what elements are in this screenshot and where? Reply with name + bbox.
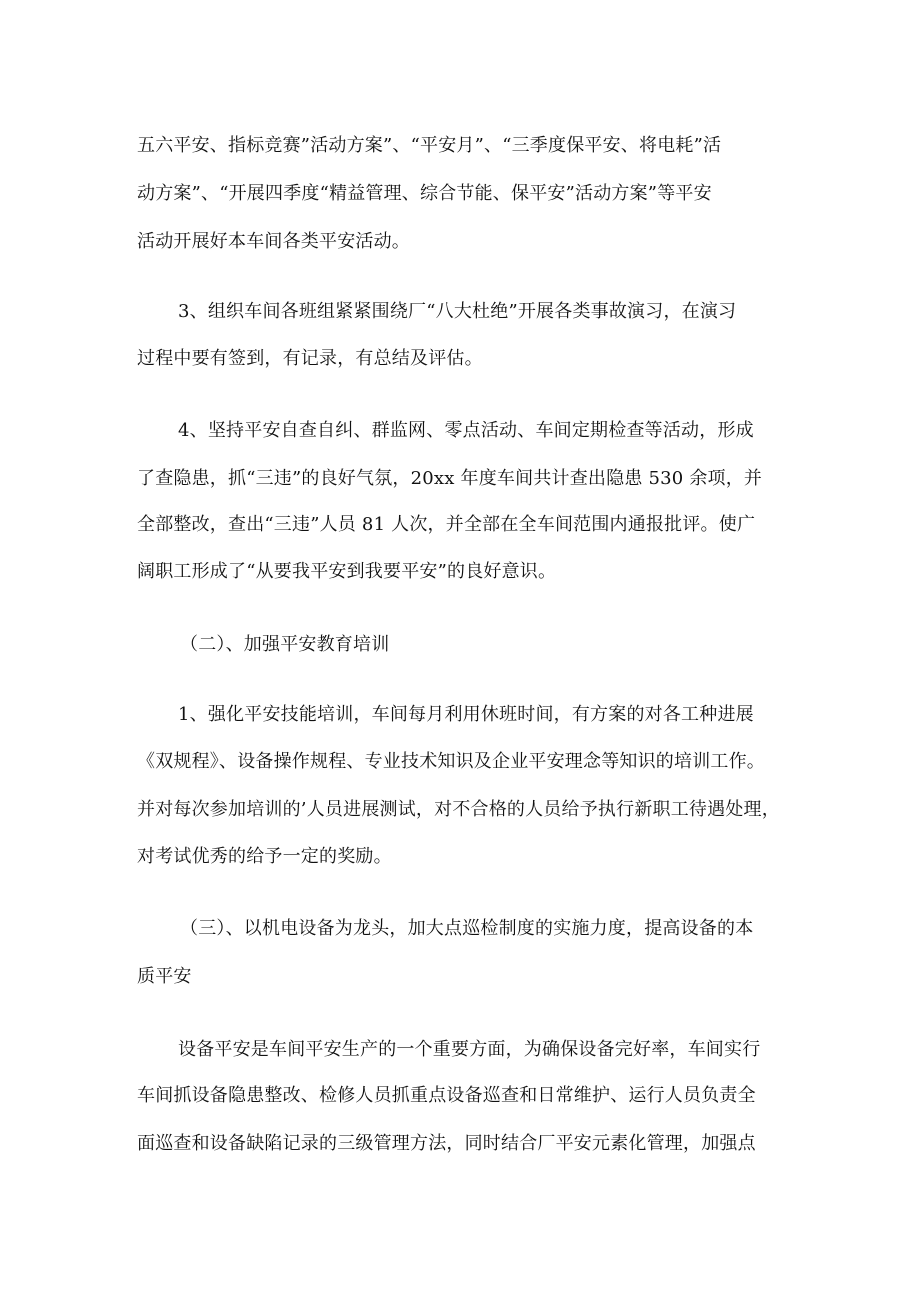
paragraph-5-line-3: 并对每次参加培训的’人员进展测试，对不合格的人员给予执行新职工待遇处理， <box>137 799 780 820</box>
paragraph-1-line-1: 五六平安、指标竞赛”活动方案”、“平安月”、“三季度保平安、将电耗”活 <box>137 135 722 156</box>
paragraph-7-line-2: 车间抓设备隐患整改、检修人员抓重点设备巡查和日常维护、运行人员负责全 <box>137 1085 756 1106</box>
paragraph-3-line-1: 4、坚持平安自查自纠、群监网、零点活动、车间定期检查等活动，形成 <box>178 420 754 441</box>
paragraph-1-line-2: 动方案”、“开展四季度“精益管理、综合节能、保平安”活动方案”等平安 <box>137 183 712 204</box>
paragraph-3-line-4: 阔职工形成了“从要我平安到我要平安”的良好意识。 <box>137 561 557 582</box>
paragraph-5-line-2: 《双规程》、设备操作规程、专业技术知识及企业平安理念等知识的培训工作。 <box>137 751 765 772</box>
section-heading-3-line-1: （三）、以机电设备为龙头，加大点巡检制度的实施力度，提高设备的本 <box>180 918 754 939</box>
paragraph-3-line-3: 全部整改，查出“三违”人员 81 人次，并全部在全车间范围内通报批评。使广 <box>137 514 756 535</box>
section-heading-2: （二）、加强平安教育培训 <box>180 634 390 655</box>
paragraph-1-line-3: 活动开展好本车间各类平安活动。 <box>137 231 410 252</box>
paragraph-3-line-2: 了查隐患，抓“三违”的良好气氛，20xx 年度车间共计查出隐患 530 余项，并 <box>137 468 763 489</box>
paragraph-7-line-3: 面巡查和设备缺陷记录的三级管理方法，同时结合厂平安元素化管理，加强点 <box>137 1133 756 1154</box>
paragraph-5-line-4: 对考试优秀的给予一定的奖励。 <box>137 846 392 867</box>
paragraph-2-line-1: 3、组织车间各班组紧紧围绕厂“八大杜绝”开展各类事故演习，在演习 <box>178 301 737 322</box>
paragraph-5-line-1: 1、强化平安技能培训，车间每月利用休班时间，有方案的对各工种进展 <box>178 704 754 725</box>
paragraph-7-line-1: 设备平安是车间平安生产的一个重要方面，为确保设备完好率，车间实行 <box>178 1039 761 1060</box>
paragraph-2-line-2: 过程中要有签到，有记录，有总结及评估。 <box>137 348 483 369</box>
section-heading-3-line-2: 质平安 <box>137 966 192 987</box>
